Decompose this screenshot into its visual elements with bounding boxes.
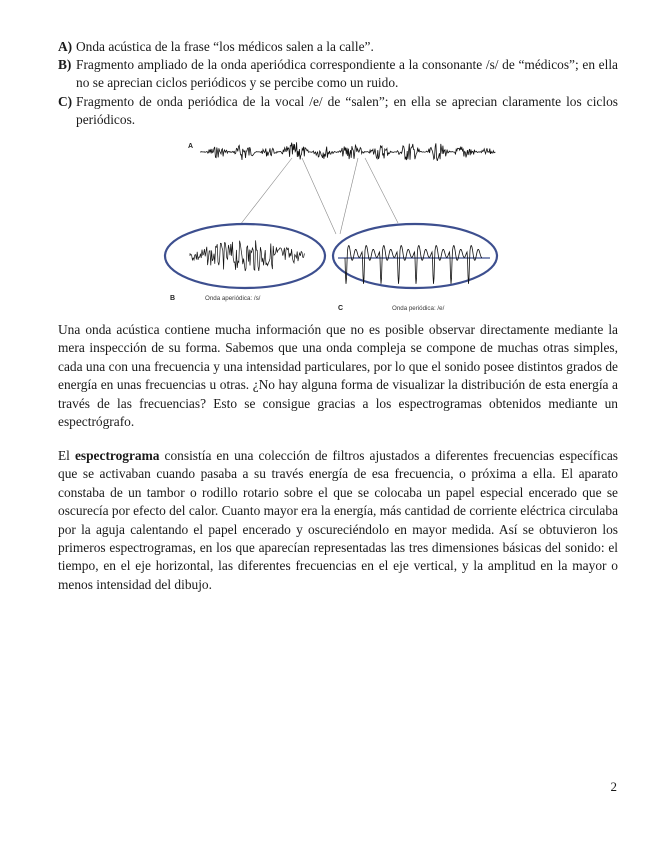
periodic-waveform — [345, 246, 482, 284]
connector-line-b2 — [302, 158, 336, 234]
figure-label-c: C — [338, 305, 344, 312]
caption-periodic: Onda periódica: /e/ — [392, 305, 445, 312]
aperiodic-waveform — [190, 240, 304, 271]
legend-key: C) — [58, 93, 73, 109]
legend-item-b — [58, 56, 618, 92]
paragraph-spectrogram — [58, 447, 618, 594]
term-espectrograma: espectrograma — [74, 448, 160, 463]
legend-text: Onda acústica de la frase “los médicos salen a la calle”. — [76, 39, 374, 54]
page-number: 2 — [610, 779, 617, 794]
legend-item-c — [58, 93, 618, 129]
figure-label-a: A — [188, 143, 194, 150]
connector-line-c — [340, 158, 358, 234]
legend-key: B) — [58, 57, 72, 73]
main-waveform — [200, 142, 495, 161]
connector-line-c2 — [365, 158, 398, 223]
legend-item-a — [58, 38, 618, 56]
paragraph-acoustic-wave: Una onda acústica contiene mucha información que no es posible observar directamente mediante la mera inspección de su forma. Sabemos que una onda compleja se compone de muchas otras simples, cada una con una frecuencia y una intensidad particulares, por lo que el sonido posee distintos grados de energía en unas frecuencias u otras. ¿No hay alguna forma de visualizar la distribución de esta energía a través de las frecuencias? Esto se consigue gracias a los espectrogramas obtenidos mediante un espectrógrafo. — [58, 322, 618, 430]
legend-text: Fragmento de onda periódica de la vocal /e/ de “salen”; en ella se aprecian claramente los ciclos periódicos. — [76, 93, 618, 127]
paragraph-rest: consistía en una colección de filtros ajustados a diferentes frecuencias específicas que se activaban cuando pasaba a su través energía de esa frecuencia, o próxima a ella. El aparato constaba de un tambor o rodillo rotario sobre el que se colocaba un papel especial encerado que se oscurecía por efecto del calor. Cuanto mayor era la energía, más cantidad de corriente eléctrica circulaba por la aguja calentando el papel encerado y oscureciéndolo en mayor medida. Así se obtuvieron los primeros espectrogramas, en los que aparecían representadas las tres dimensiones básicas del sonido: el tiempo, en el eje horizontal, las diferentes frecuencias en el eje vertical, y la amplitud en la mayor o menos intensidad del dibujo. — [58, 448, 619, 592]
legend-key: A) — [58, 39, 73, 54]
waveform-svg — [160, 130, 500, 318]
caption-aperiodic: Onda aperiódica: /s/ — [205, 295, 261, 302]
figure-label-b: B — [170, 295, 176, 302]
ellipse-aperiodic — [165, 224, 325, 288]
legend-text: Fragmento ampliado de la onda aperiódica correspondiente a la consonante /s/ de “médicos”; en ella no se aprecian ciclos periódicos y se percibe como un ruido. — [76, 57, 618, 91]
waveform-figure — [160, 130, 500, 318]
figure-legend — [58, 38, 618, 129]
connector-line-b — [240, 158, 292, 225]
paragraph-intro: El — [58, 448, 75, 463]
